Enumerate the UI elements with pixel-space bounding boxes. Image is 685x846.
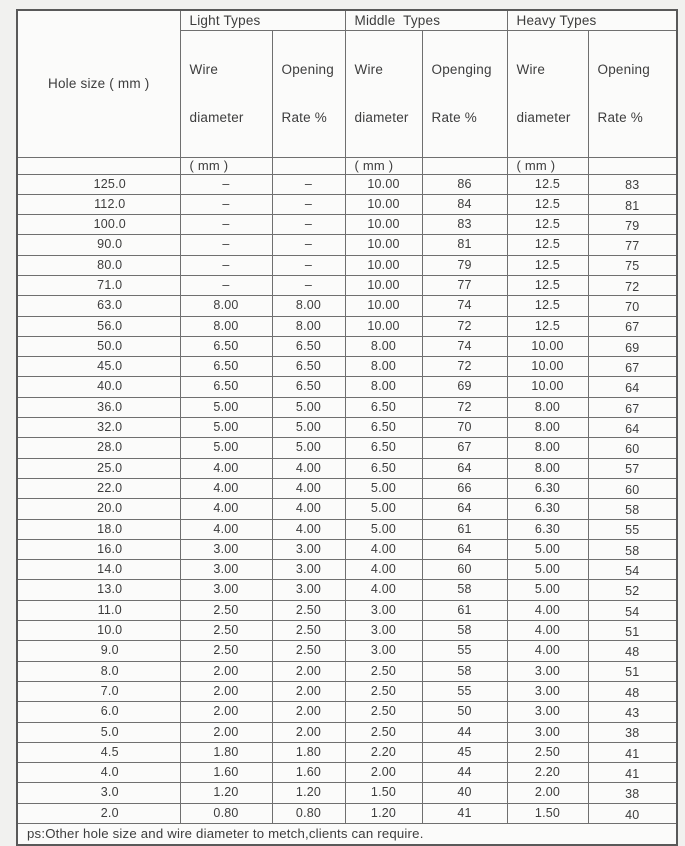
heavy-opening-rate-cell: 51 bbox=[588, 661, 677, 681]
hole-size-cell: 13.0 bbox=[17, 580, 180, 600]
heavy-wire-diameter-cell: 12.5 bbox=[507, 275, 588, 295]
table-row bbox=[17, 621, 677, 641]
light-opening-rate-cell: 8.00 bbox=[272, 296, 345, 316]
light-wire-diameter-cell: 4.00 bbox=[180, 478, 272, 498]
heavy-opening-rate-cell: 41 bbox=[588, 763, 677, 783]
table-row bbox=[17, 316, 677, 336]
light-opening-rate-cell: 5.00 bbox=[272, 438, 345, 458]
table-row bbox=[17, 560, 677, 580]
middle-wire-diameter-cell: 10.00 bbox=[345, 174, 422, 194]
heavy-wire-diameter-cell: 10.00 bbox=[507, 377, 588, 397]
light-opening-rate-cell: 6.50 bbox=[272, 377, 345, 397]
middle-wire-diameter-cell: 1.50 bbox=[345, 783, 422, 803]
hole-size-cell: 22.0 bbox=[17, 478, 180, 498]
heavy-wire-diameter-cell: 8.00 bbox=[507, 397, 588, 417]
heavy-wire-diameter-cell: 12.5 bbox=[507, 215, 588, 235]
light-wire-diameter-cell: – bbox=[180, 275, 272, 295]
light-wire-diameter-cell: 4.00 bbox=[180, 519, 272, 539]
heavy-opening-rate-cell: 51 bbox=[588, 621, 677, 641]
light-wire-diameter-cell: 0.80 bbox=[180, 803, 272, 823]
heavy-opening-rate-cell: 54 bbox=[588, 560, 677, 580]
heavy-wire-diameter-cell: 2.50 bbox=[507, 742, 588, 762]
table-row bbox=[17, 255, 677, 275]
footnote: ps:Other hole size and wire diameter to metch,clients can require. bbox=[17, 824, 677, 846]
middle-opening-rate-cell: 72 bbox=[422, 357, 507, 377]
middle-opening-rate-cell: 64 bbox=[422, 539, 507, 559]
hole-size-cell: 18.0 bbox=[17, 519, 180, 539]
hole-size-cell: 100.0 bbox=[17, 215, 180, 235]
header-line: Rate % bbox=[597, 109, 643, 125]
heavy-opening-rate-cell: 83 bbox=[588, 174, 677, 194]
middle-opening-rate-cell: 41 bbox=[422, 803, 507, 823]
middle-opening-rate-cell: 67 bbox=[422, 438, 507, 458]
table-row bbox=[17, 174, 677, 194]
middle-wire-diameter-cell: 10.00 bbox=[345, 194, 422, 214]
heavy-opening-rate-cell: 81 bbox=[588, 194, 677, 214]
light-wire-diameter-cell: 2.50 bbox=[180, 621, 272, 641]
light-opening-rate-cell: 5.00 bbox=[272, 418, 345, 438]
table-row bbox=[17, 336, 677, 356]
middle-opening-rate-cell: 77 bbox=[422, 275, 507, 295]
table-row bbox=[17, 702, 677, 722]
light-wire-diameter-cell: 2.00 bbox=[180, 681, 272, 701]
header-line: Wire bbox=[516, 61, 546, 77]
heavy-types-header: Heavy Types bbox=[507, 10, 677, 30]
table-row bbox=[17, 357, 677, 377]
light-wire-diameter-cell: – bbox=[180, 235, 272, 255]
heavy-wire-diameter-cell: 10.00 bbox=[507, 357, 588, 377]
table-row bbox=[17, 681, 677, 701]
light-wire-diameter-cell: 3.00 bbox=[180, 560, 272, 580]
light-opening-rate-cell: 1.80 bbox=[272, 742, 345, 762]
table-row bbox=[17, 194, 677, 214]
light-unit-label: ( mm ) bbox=[180, 157, 272, 174]
light-wire-diameter-cell: 3.00 bbox=[180, 539, 272, 559]
table-header bbox=[17, 10, 677, 174]
table-row bbox=[17, 296, 677, 316]
heavy-opening-rate-cell: 48 bbox=[588, 641, 677, 661]
middle-opening-rate-cell: 84 bbox=[422, 194, 507, 214]
light-opening-rate-cell: 2.00 bbox=[272, 722, 345, 742]
table-row bbox=[17, 519, 677, 539]
table-row bbox=[17, 600, 677, 620]
heavy-wire-diameter-cell: 12.5 bbox=[507, 174, 588, 194]
heavy-wire-diameter-cell: 4.00 bbox=[507, 621, 588, 641]
middle-wire-diameter-cell: 10.00 bbox=[345, 296, 422, 316]
hole-size-cell: 20.0 bbox=[17, 499, 180, 519]
middle-opening-rate-cell: 45 bbox=[422, 742, 507, 762]
light-wire-diameter-cell: 2.50 bbox=[180, 600, 272, 620]
light-wire-diameter-cell: 1.60 bbox=[180, 763, 272, 783]
light-wire-diameter-cell: 8.00 bbox=[180, 296, 272, 316]
table-row bbox=[17, 458, 677, 478]
middle-wire-diameter-cell: 6.50 bbox=[345, 418, 422, 438]
heavy-opening-rate-cell: 38 bbox=[588, 783, 677, 803]
light-opening-rate-cell: 2.00 bbox=[272, 661, 345, 681]
hole-size-cell: 36.0 bbox=[17, 397, 180, 417]
heavy-wire-diameter-cell: 6.30 bbox=[507, 519, 588, 539]
hole-size-cell: 50.0 bbox=[17, 336, 180, 356]
middle-opening-rate-cell: 81 bbox=[422, 235, 507, 255]
table-footer bbox=[17, 824, 677, 846]
middle-opening-rate-cell: 61 bbox=[422, 600, 507, 620]
middle-opening-rate-cell: 74 bbox=[422, 296, 507, 316]
hole-size-cell: 25.0 bbox=[17, 458, 180, 478]
header-line: Rate % bbox=[281, 109, 327, 125]
middle-opening-rate-cell: 55 bbox=[422, 681, 507, 701]
hole-size-cell: 16.0 bbox=[17, 539, 180, 559]
light-opening-rate-cell: 5.00 bbox=[272, 397, 345, 417]
heavy-opening-rate-cell: 58 bbox=[588, 539, 677, 559]
middle-wire-diameter-cell: 8.00 bbox=[345, 377, 422, 397]
light-wire-diameter-cell: 5.00 bbox=[180, 397, 272, 417]
middle-opening-rate-cell: 66 bbox=[422, 478, 507, 498]
table-body bbox=[17, 174, 677, 824]
header-line: Opening bbox=[281, 61, 334, 77]
middle-wire-diameter-cell: 4.00 bbox=[345, 539, 422, 559]
heavy-wire-diameter-cell: 2.20 bbox=[507, 763, 588, 783]
middle-wire-diameter-cell: 2.50 bbox=[345, 661, 422, 681]
empty-cell bbox=[422, 157, 507, 174]
heavy-opening-rate-cell: 40 bbox=[588, 803, 677, 823]
light-opening-rate-cell: 3.00 bbox=[272, 539, 345, 559]
table-row bbox=[17, 661, 677, 681]
heavy-wire-diameter-cell: 5.00 bbox=[507, 539, 588, 559]
light-opening-rate-cell: 3.00 bbox=[272, 560, 345, 580]
heavy-wire-diameter-cell: 12.5 bbox=[507, 194, 588, 214]
table-row bbox=[17, 377, 677, 397]
middle-wire-diameter-cell: 10.00 bbox=[345, 316, 422, 336]
heavy-wire-diameter-cell: 12.5 bbox=[507, 235, 588, 255]
middle-opening-rate-cell: 58 bbox=[422, 580, 507, 600]
light-wire-diameter-cell: 2.50 bbox=[180, 641, 272, 661]
header-line: Wire bbox=[189, 61, 219, 77]
light-opening-rate-cell: 2.50 bbox=[272, 641, 345, 661]
heavy-opening-rate-cell: 48 bbox=[588, 681, 677, 701]
middle-opening-rate-cell: 70 bbox=[422, 418, 507, 438]
light-wire-diameter-cell: 5.00 bbox=[180, 438, 272, 458]
heavy-opening-rate-cell: 79 bbox=[588, 215, 677, 235]
heavy-opening-rate-cell: 54 bbox=[588, 600, 677, 620]
heavy-opening-rate-cell: 38 bbox=[588, 722, 677, 742]
middle-wire-diameter-cell: 3.00 bbox=[345, 621, 422, 641]
table-row bbox=[17, 418, 677, 438]
table-row bbox=[17, 783, 677, 803]
light-opening-rate-cell: – bbox=[272, 275, 345, 295]
middle-wire-diameter-cell: 1.20 bbox=[345, 803, 422, 823]
heavy-wire-diameter-cell: 6.30 bbox=[507, 499, 588, 519]
heavy-opening-rate-cell: 52 bbox=[588, 580, 677, 600]
light-opening-rate-cell: 3.00 bbox=[272, 580, 345, 600]
hole-size-cell: 4.5 bbox=[17, 742, 180, 762]
middle-wire-diameter-cell: 6.50 bbox=[345, 458, 422, 478]
light-wire-diameter-cell: 6.50 bbox=[180, 377, 272, 397]
middle-wire-diameter-cell: 10.00 bbox=[345, 255, 422, 275]
middle-opening-rate-cell: 79 bbox=[422, 255, 507, 275]
heavy-wire-diameter-cell: 12.5 bbox=[507, 255, 588, 275]
hole-size-cell: 56.0 bbox=[17, 316, 180, 336]
light-opening-rate-cell: – bbox=[272, 194, 345, 214]
middle-types-header: Middle Types bbox=[345, 10, 507, 30]
heavy-opening-rate-cell: 58 bbox=[588, 499, 677, 519]
heavy-wire-diameter-header bbox=[507, 30, 588, 157]
light-opening-rate-cell: 4.00 bbox=[272, 519, 345, 539]
middle-opening-rate-cell: 44 bbox=[422, 722, 507, 742]
light-wire-diameter-cell: 3.00 bbox=[180, 580, 272, 600]
light-opening-rate-cell: 4.00 bbox=[272, 499, 345, 519]
hole-size-cell: 63.0 bbox=[17, 296, 180, 316]
hole-size-cell: 40.0 bbox=[17, 377, 180, 397]
middle-opening-rate-cell: 58 bbox=[422, 661, 507, 681]
light-opening-rate-cell: – bbox=[272, 174, 345, 194]
hole-size-cell: 125.0 bbox=[17, 174, 180, 194]
light-opening-rate-cell: 2.00 bbox=[272, 681, 345, 701]
table-row bbox=[17, 641, 677, 661]
header-line: Wire bbox=[354, 61, 384, 77]
heavy-opening-rate-cell: 60 bbox=[588, 438, 677, 458]
table-row bbox=[17, 438, 677, 458]
light-opening-rate-cell: – bbox=[272, 235, 345, 255]
hole-size-cell: 71.0 bbox=[17, 275, 180, 295]
heavy-opening-rate-cell: 55 bbox=[588, 519, 677, 539]
middle-wire-diameter-cell: 2.20 bbox=[345, 742, 422, 762]
heavy-opening-rate-cell: 43 bbox=[588, 702, 677, 722]
header-line: Opening bbox=[597, 61, 650, 77]
middle-wire-diameter-cell: 2.50 bbox=[345, 722, 422, 742]
middle-wire-diameter-cell: 10.00 bbox=[345, 215, 422, 235]
heavy-wire-diameter-cell: 8.00 bbox=[507, 438, 588, 458]
light-opening-rate-cell: – bbox=[272, 215, 345, 235]
heavy-opening-rate-cell: 67 bbox=[588, 316, 677, 336]
light-wire-diameter-cell: 1.80 bbox=[180, 742, 272, 762]
middle-opening-rate-cell: 50 bbox=[422, 702, 507, 722]
light-wire-diameter-cell: 4.00 bbox=[180, 499, 272, 519]
heavy-wire-diameter-cell: 12.5 bbox=[507, 296, 588, 316]
header-line: diameter bbox=[516, 109, 571, 125]
light-opening-rate-cell: 4.00 bbox=[272, 458, 345, 478]
heavy-wire-diameter-cell: 5.00 bbox=[507, 560, 588, 580]
heavy-opening-rate-cell: 67 bbox=[588, 397, 677, 417]
header-line: Rate % bbox=[431, 109, 477, 125]
middle-opening-rate-cell: 74 bbox=[422, 336, 507, 356]
middle-opening-rate-cell: 64 bbox=[422, 499, 507, 519]
heavy-wire-diameter-cell: 5.00 bbox=[507, 580, 588, 600]
header-line: diameter bbox=[189, 109, 244, 125]
hole-size-cell: 112.0 bbox=[17, 194, 180, 214]
middle-wire-diameter-cell: 8.00 bbox=[345, 336, 422, 356]
middle-wire-diameter-cell: 5.00 bbox=[345, 478, 422, 498]
hole-size-header: Hole size ( mm ) bbox=[17, 10, 180, 157]
hole-size-cell: 14.0 bbox=[17, 560, 180, 580]
heavy-unit-label: ( mm ) bbox=[507, 157, 588, 174]
heavy-opening-rate-cell: 70 bbox=[588, 296, 677, 316]
hole-size-cell: 80.0 bbox=[17, 255, 180, 275]
hole-size-cell: 7.0 bbox=[17, 681, 180, 701]
hole-size-cell: 45.0 bbox=[17, 357, 180, 377]
middle-opening-rate-cell: 69 bbox=[422, 377, 507, 397]
light-opening-rate-cell: 0.80 bbox=[272, 803, 345, 823]
heavy-opening-rate-header bbox=[588, 30, 677, 157]
middle-wire-diameter-cell: 3.00 bbox=[345, 641, 422, 661]
empty-cell bbox=[17, 157, 180, 174]
table-row bbox=[17, 499, 677, 519]
table-row bbox=[17, 397, 677, 417]
middle-opening-rate-cell: 86 bbox=[422, 174, 507, 194]
middle-opening-rate-cell: 72 bbox=[422, 316, 507, 336]
hole-size-cell: 28.0 bbox=[17, 438, 180, 458]
heavy-wire-diameter-cell: 3.00 bbox=[507, 661, 588, 681]
middle-opening-rate-cell: 64 bbox=[422, 458, 507, 478]
table-row bbox=[17, 580, 677, 600]
light-wire-diameter-cell: 6.50 bbox=[180, 357, 272, 377]
middle-wire-diameter-cell: 10.00 bbox=[345, 275, 422, 295]
middle-opening-rate-cell: 83 bbox=[422, 215, 507, 235]
middle-wire-diameter-cell: 2.00 bbox=[345, 763, 422, 783]
light-wire-diameter-cell: – bbox=[180, 194, 272, 214]
hole-size-cell: 6.0 bbox=[17, 702, 180, 722]
light-opening-rate-cell: 6.50 bbox=[272, 336, 345, 356]
hole-size-cell: 32.0 bbox=[17, 418, 180, 438]
heavy-opening-rate-cell: 77 bbox=[588, 235, 677, 255]
middle-wire-diameter-cell: 4.00 bbox=[345, 560, 422, 580]
light-wire-diameter-cell: – bbox=[180, 215, 272, 235]
light-wire-diameter-cell: – bbox=[180, 174, 272, 194]
light-wire-diameter-cell: – bbox=[180, 255, 272, 275]
middle-wire-diameter-cell: 5.00 bbox=[345, 519, 422, 539]
spec-table bbox=[16, 9, 678, 846]
heavy-wire-diameter-cell: 8.00 bbox=[507, 418, 588, 438]
table-row bbox=[17, 742, 677, 762]
light-wire-diameter-cell: 2.00 bbox=[180, 661, 272, 681]
heavy-opening-rate-cell: 60 bbox=[588, 478, 677, 498]
light-wire-diameter-cell: 8.00 bbox=[180, 316, 272, 336]
middle-wire-diameter-header bbox=[345, 30, 422, 157]
middle-opening-rate-cell: 61 bbox=[422, 519, 507, 539]
heavy-opening-rate-cell: 41 bbox=[588, 742, 677, 762]
middle-wire-diameter-cell: 2.50 bbox=[345, 681, 422, 701]
light-wire-diameter-cell: 1.20 bbox=[180, 783, 272, 803]
heavy-wire-diameter-cell: 3.00 bbox=[507, 722, 588, 742]
middle-wire-diameter-cell: 3.00 bbox=[345, 600, 422, 620]
light-opening-rate-cell: 8.00 bbox=[272, 316, 345, 336]
light-opening-rate-cell: 2.50 bbox=[272, 621, 345, 641]
light-opening-rate-header bbox=[272, 30, 345, 157]
light-wire-diameter-cell: 6.50 bbox=[180, 336, 272, 356]
heavy-opening-rate-cell: 64 bbox=[588, 418, 677, 438]
middle-unit-label: ( mm ) bbox=[345, 157, 422, 174]
hole-size-cell: 4.0 bbox=[17, 763, 180, 783]
hole-size-cell: 5.0 bbox=[17, 722, 180, 742]
hole-size-cell: 2.0 bbox=[17, 803, 180, 823]
table-row bbox=[17, 215, 677, 235]
light-wire-diameter-cell: 2.00 bbox=[180, 722, 272, 742]
header-line: diameter bbox=[354, 109, 409, 125]
middle-opening-rate-header bbox=[422, 30, 507, 157]
heavy-wire-diameter-cell: 10.00 bbox=[507, 336, 588, 356]
light-opening-rate-cell: 2.50 bbox=[272, 600, 345, 620]
middle-wire-diameter-cell: 4.00 bbox=[345, 580, 422, 600]
middle-wire-diameter-cell: 8.00 bbox=[345, 357, 422, 377]
middle-opening-rate-cell: 40 bbox=[422, 783, 507, 803]
hole-size-cell: 9.0 bbox=[17, 641, 180, 661]
light-opening-rate-cell: 1.20 bbox=[272, 783, 345, 803]
light-wire-diameter-cell: 2.00 bbox=[180, 702, 272, 722]
heavy-wire-diameter-cell: 4.00 bbox=[507, 600, 588, 620]
middle-wire-diameter-cell: 10.00 bbox=[345, 235, 422, 255]
heavy-opening-rate-cell: 64 bbox=[588, 377, 677, 397]
middle-opening-rate-cell: 44 bbox=[422, 763, 507, 783]
heavy-wire-diameter-cell: 6.30 bbox=[507, 478, 588, 498]
hole-size-cell: 8.0 bbox=[17, 661, 180, 681]
heavy-opening-rate-cell: 57 bbox=[588, 458, 677, 478]
table-row bbox=[17, 803, 677, 823]
table-row bbox=[17, 722, 677, 742]
heavy-wire-diameter-cell: 1.50 bbox=[507, 803, 588, 823]
heavy-wire-diameter-cell: 2.00 bbox=[507, 783, 588, 803]
middle-wire-diameter-cell: 6.50 bbox=[345, 397, 422, 417]
header-line: Openging bbox=[431, 61, 492, 77]
empty-cell bbox=[272, 157, 345, 174]
table-row bbox=[17, 478, 677, 498]
heavy-opening-rate-cell: 69 bbox=[588, 336, 677, 356]
middle-opening-rate-cell: 55 bbox=[422, 641, 507, 661]
hole-size-cell: 10.0 bbox=[17, 621, 180, 641]
middle-wire-diameter-cell: 6.50 bbox=[345, 438, 422, 458]
heavy-opening-rate-cell: 75 bbox=[588, 255, 677, 275]
heavy-wire-diameter-cell: 3.00 bbox=[507, 702, 588, 722]
light-opening-rate-cell: – bbox=[272, 255, 345, 275]
light-wire-diameter-cell: 4.00 bbox=[180, 458, 272, 478]
light-opening-rate-cell: 6.50 bbox=[272, 357, 345, 377]
heavy-opening-rate-cell: 72 bbox=[588, 275, 677, 295]
light-wire-diameter-header bbox=[180, 30, 272, 157]
light-opening-rate-cell: 2.00 bbox=[272, 702, 345, 722]
hole-size-cell: 3.0 bbox=[17, 783, 180, 803]
table-row bbox=[17, 539, 677, 559]
middle-opening-rate-cell: 60 bbox=[422, 560, 507, 580]
hole-size-cell: 11.0 bbox=[17, 600, 180, 620]
middle-wire-diameter-cell: 2.50 bbox=[345, 702, 422, 722]
middle-opening-rate-cell: 58 bbox=[422, 621, 507, 641]
hole-size-cell: 90.0 bbox=[17, 235, 180, 255]
heavy-wire-diameter-cell: 3.00 bbox=[507, 681, 588, 701]
table-row bbox=[17, 235, 677, 255]
middle-opening-rate-cell: 72 bbox=[422, 397, 507, 417]
heavy-opening-rate-cell: 67 bbox=[588, 357, 677, 377]
light-wire-diameter-cell: 5.00 bbox=[180, 418, 272, 438]
empty-cell bbox=[588, 157, 677, 174]
middle-wire-diameter-cell: 5.00 bbox=[345, 499, 422, 519]
light-opening-rate-cell: 1.60 bbox=[272, 763, 345, 783]
heavy-wire-diameter-cell: 8.00 bbox=[507, 458, 588, 478]
heavy-wire-diameter-cell: 4.00 bbox=[507, 641, 588, 661]
light-opening-rate-cell: 4.00 bbox=[272, 478, 345, 498]
heavy-wire-diameter-cell: 12.5 bbox=[507, 316, 588, 336]
light-types-header: Light Types bbox=[180, 10, 345, 30]
table-row bbox=[17, 275, 677, 295]
